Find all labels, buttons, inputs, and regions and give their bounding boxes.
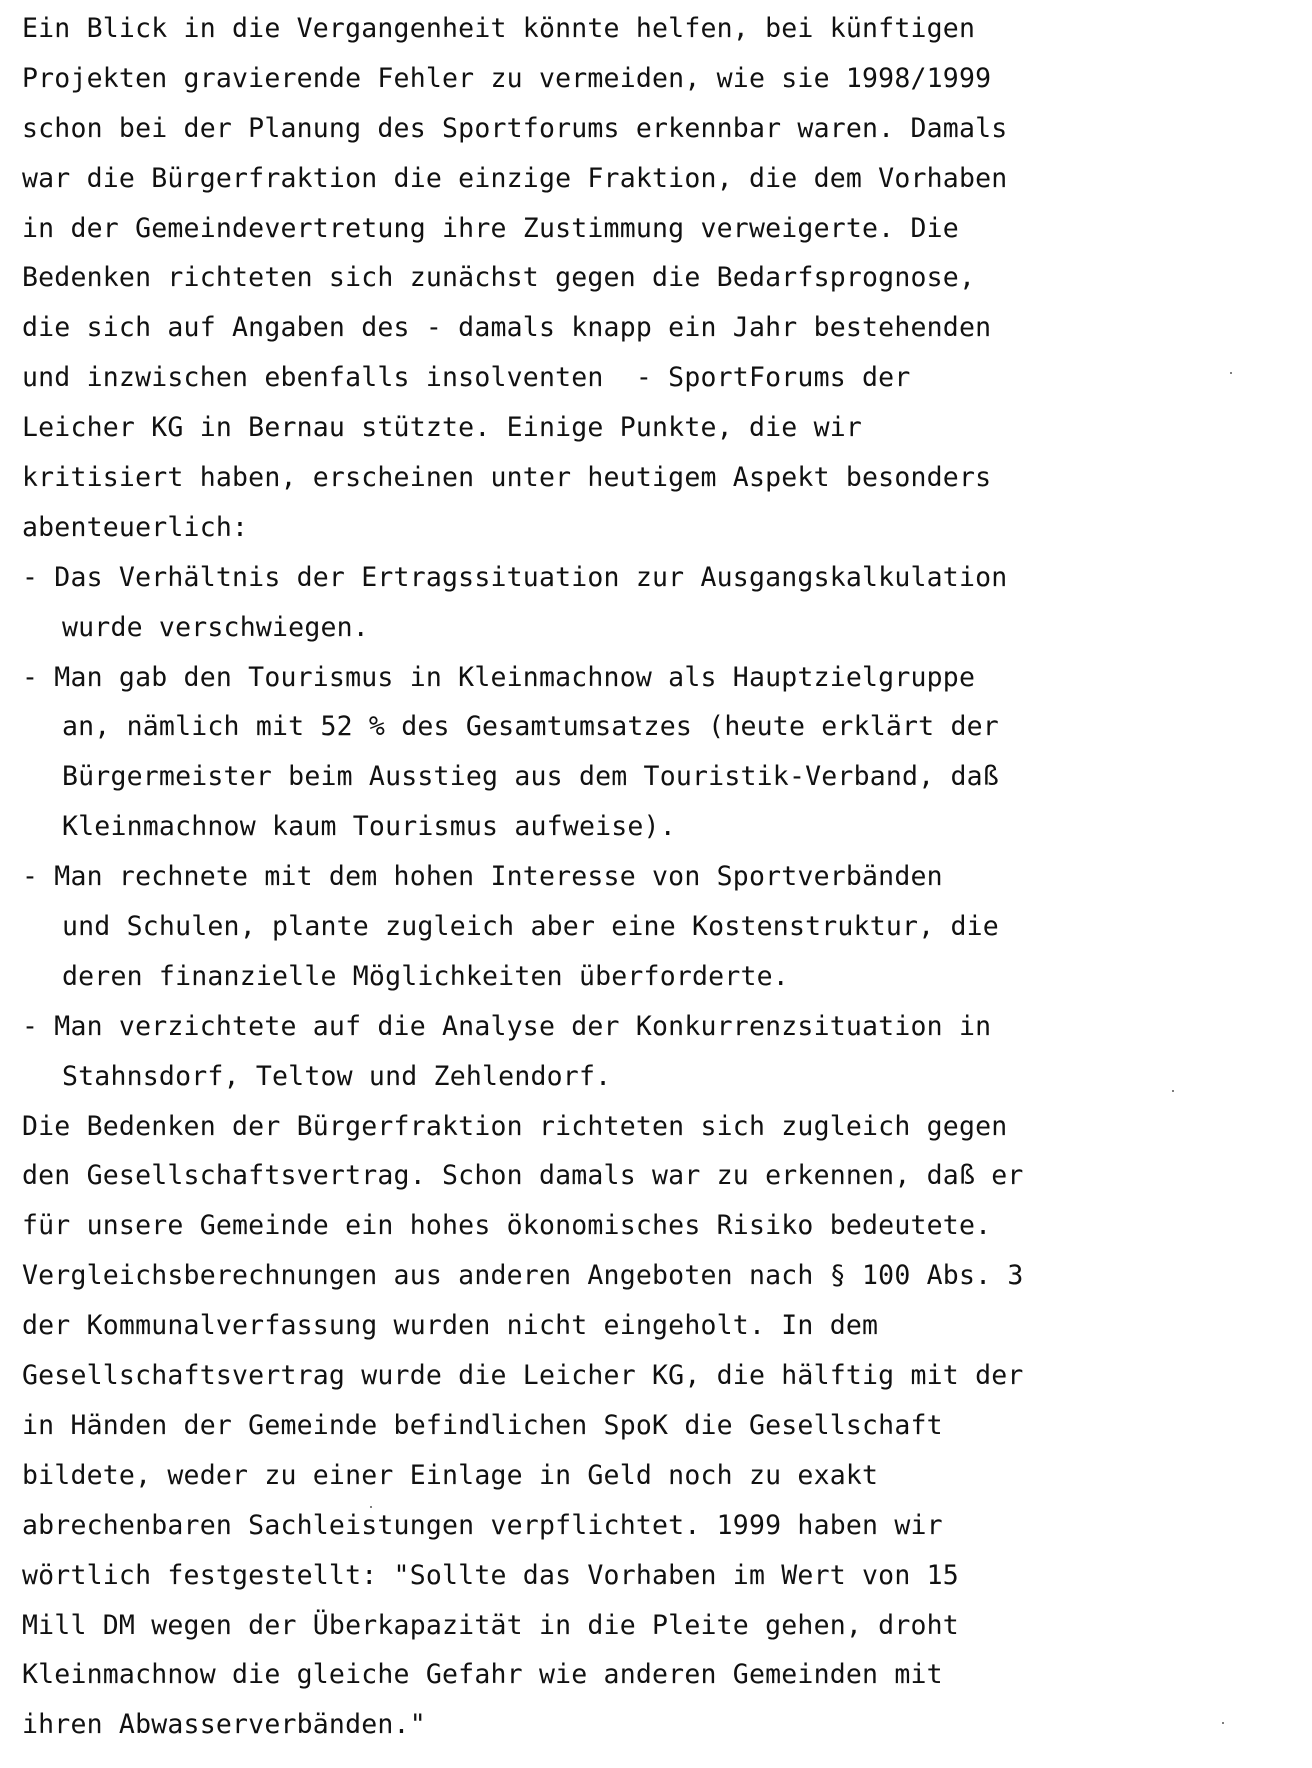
bullet-item — [22, 852, 1302, 1002]
text-line: in Händen der Gemeinde befindlichen SpoK die Gesellschaft — [22, 1409, 943, 1441]
text-line: Vergleichsberechnungen aus anderen Angeboten nach § 100 Abs. 3 — [22, 1260, 1024, 1292]
bullet-list — [22, 553, 1302, 1102]
scan-speck — [370, 1506, 372, 1508]
text-line: war die Bürgerfraktion die einzige Fraktion, die dem Vorhaben — [22, 162, 1008, 194]
text-line: Leicher KG in Bernau stützte. Einige Punkte, die wir — [22, 412, 863, 444]
text-line: Bedenken richteten sich zunächst gegen die Bedarfsprognose, — [22, 262, 976, 294]
bullet-continuation-line: Stahnsdorf, Teltow und Zehlendorf. — [62, 1060, 612, 1092]
bullet-first-line: - Man verzichtete auf die Analyse der Konkurrenzsituation in — [22, 1010, 992, 1042]
bullet-continuation-line: und Schulen, plante zugleich aber eine Kostenstruktur, die — [62, 911, 999, 943]
scan-speck — [1230, 372, 1232, 374]
bullet-first-line: - Man rechnete mit dem hohen Interesse von Sportverbänden — [22, 861, 943, 893]
text-line: abenteuerlich: — [22, 511, 249, 543]
paragraph-contract — [22, 1102, 1302, 1751]
text-line: Mill DM wegen der Überkapazität in die Pleite gehen, droht — [22, 1609, 959, 1641]
scan-speck — [1172, 1090, 1174, 1092]
text-line: für unsere Gemeinde ein hohes ökonomisches Risiko bedeutete. — [22, 1210, 992, 1242]
text-line: Kleinmachnow die gleiche Gefahr wie anderen Gemeinden mit — [22, 1659, 943, 1691]
text-line: schon bei der Planung des Sportforums erkennbar waren. Damals — [22, 112, 1008, 144]
bullet-continuation-line: an, nämlich mit 52 % des Gesamtumsatzes (heute erklärt der — [62, 711, 999, 743]
text-line: Projekten gravierende Fehler zu vermeiden, wie sie 1998/1999 — [22, 62, 992, 94]
text-line: kritisiert haben, erscheinen unter heutigem Aspekt besonders — [22, 462, 992, 494]
text-line: die sich auf Angaben des - damals knapp ein Jahr bestehenden — [22, 312, 992, 344]
bullet-first-line: - Man gab den Tourismus in Kleinmachnow als Hauptzielgruppe — [22, 661, 976, 693]
text-line: in der Gemeindevertretung ihre Zustimmung verweigerte. Die — [22, 212, 959, 244]
bullet-continuation-line: Bürgermeister beim Ausstieg aus dem Touristik-Verband, daß — [62, 761, 999, 793]
text-line: den Gesellschaftsvertrag. Schon damals war zu erkennen, daß er — [22, 1160, 1024, 1192]
scan-speck — [1222, 1722, 1224, 1724]
bullet-item — [22, 553, 1302, 653]
text-line: ihren Abwasserverbänden." — [22, 1709, 426, 1741]
text-line: abrechenbaren Sachleistungen verpflichtet. 1999 haben wir — [22, 1509, 943, 1541]
bullet-continuation-line: wurde verschwiegen. — [62, 611, 369, 643]
text-line: Gesellschaftsvertrag wurde die Leicher KG, die hälftig mit der — [22, 1360, 1024, 1392]
bullet-item — [22, 653, 1302, 853]
text-line: und inzwischen ebenfalls insolventen - SportForums der — [22, 362, 911, 394]
text-line: der Kommunalverfassung wurden nicht eingeholt. In dem — [22, 1310, 879, 1342]
text-line: Ein Blick in die Vergangenheit könnte helfen, bei künftigen — [22, 13, 976, 44]
document-page — [22, 4, 1302, 1750]
bullet-continuation-line: Kleinmachnow kaum Tourismus aufweise). — [62, 811, 676, 843]
bullet-first-line: - Das Verhältnis der Ertragssituation zur Ausgangskalkulation — [22, 561, 1008, 593]
bullet-item — [22, 1002, 1302, 1102]
text-line: bildete, weder zu einer Einlage in Geld noch zu exakt — [22, 1459, 879, 1491]
paragraph-intro — [22, 4, 1302, 553]
bullet-continuation-line: deren finanzielle Möglichkeiten überforderte. — [62, 960, 789, 992]
text-line: Die Bedenken der Bürgerfraktion richteten sich zugleich gegen — [22, 1110, 1008, 1142]
text-line: wörtlich festgestellt: "Sollte das Vorhaben im Wert von 15 — [22, 1559, 959, 1591]
